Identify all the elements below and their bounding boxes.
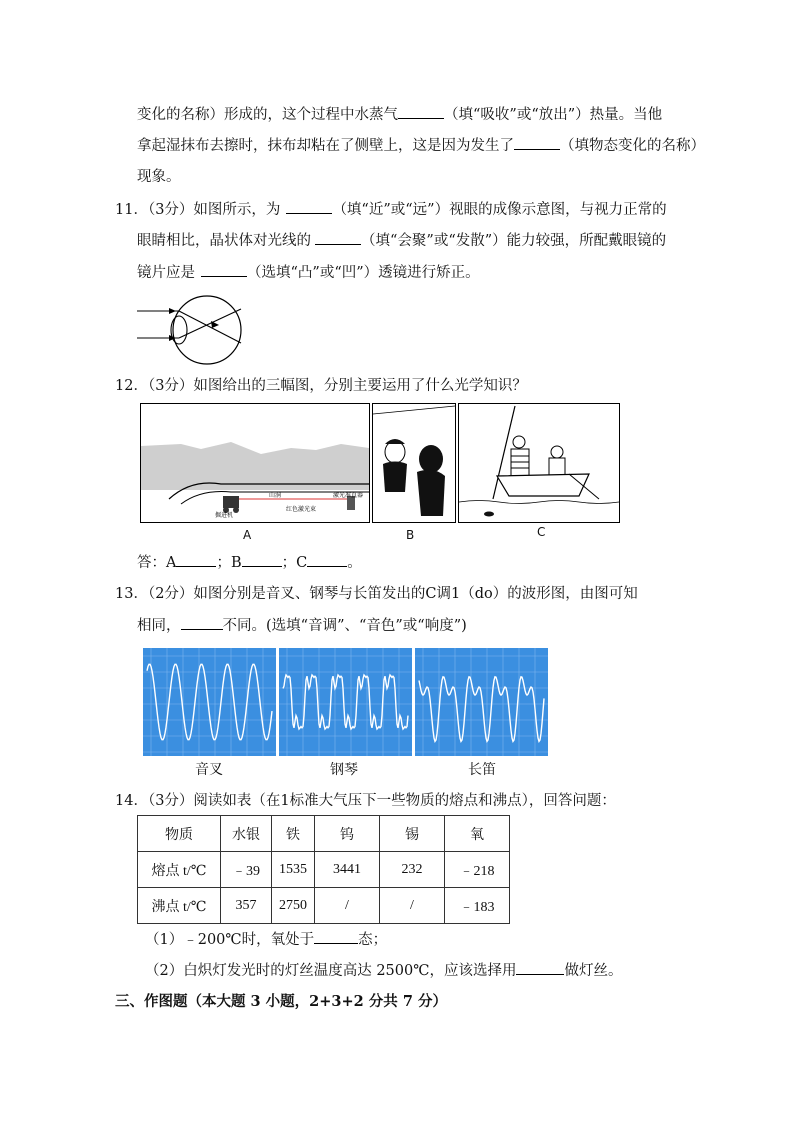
table-row <box>138 852 510 888</box>
table-cell: / <box>315 888 380 924</box>
child-hat <box>385 439 405 444</box>
answer-blank[interactable] <box>286 201 332 214</box>
table-row <box>138 888 510 924</box>
wheel-icon <box>233 507 239 513</box>
caption-beam: 红色激光束 <box>286 506 317 513</box>
answer-blank[interactable] <box>181 617 223 630</box>
shadow-body <box>417 470 445 516</box>
answer-blank[interactable] <box>307 554 347 567</box>
eyeball-outline <box>173 296 241 364</box>
q12-line1: 12．（3分）如图给出的三幅图，分别主要运用了什么光学知识？ <box>115 378 527 394</box>
caption-laser: 激光准直器 <box>333 492 364 499</box>
table-header-cell: 物质 <box>138 816 221 852</box>
caption-tuning-fork: 音叉 <box>195 762 223 778</box>
caption-machine: 掘进机 <box>215 512 234 519</box>
tunnel-machine <box>223 496 239 508</box>
picture-b <box>372 403 456 523</box>
caption-piano: 钢琴 <box>330 762 358 778</box>
table-cell: 沸点 t/℃ <box>138 888 221 924</box>
refracted-ray <box>179 311 241 343</box>
picture-a-label: A <box>243 528 252 542</box>
fisherman-body <box>511 449 529 477</box>
answer-blank[interactable] <box>176 554 216 567</box>
picture-c-label: C <box>537 525 546 539</box>
answer-blank[interactable] <box>314 931 358 944</box>
table-cell: 1535 <box>272 852 315 888</box>
table-header-cell: 锡 <box>380 816 445 852</box>
waveform-line <box>147 664 272 739</box>
table-cell: ﹣39 <box>221 852 272 888</box>
wave-svg-2 <box>279 648 412 756</box>
arrow-icon <box>169 308 176 314</box>
shadow-head <box>419 445 443 473</box>
boat-hull <box>497 474 589 496</box>
table-cell: 2750 <box>272 888 315 924</box>
picture-c <box>458 403 620 523</box>
q14-sub1: （1）﹣200℃时，氧处于 态； <box>145 932 388 948</box>
q13-line1: 13．（2分）如图分别是音叉、钢琴与长笛发出的C调1（do）的波形图，由图可知 <box>115 586 638 602</box>
caption-flute: 长笛 <box>468 762 496 778</box>
table-cell: 357 <box>221 888 272 924</box>
wave-svg-3 <box>415 648 548 756</box>
table-cell: ﹣218 <box>445 852 510 888</box>
mountain-shape <box>141 442 369 490</box>
answer-blank[interactable] <box>398 106 444 119</box>
table-cell: / <box>380 888 445 924</box>
picture-b-label: B <box>406 528 415 542</box>
table-cell: 232 <box>380 852 445 888</box>
arrow-icon <box>211 321 219 328</box>
table-header-cell: 水银 <box>221 816 272 852</box>
waveform-line <box>419 677 544 742</box>
eye-diagram <box>135 295 250 367</box>
table-header-cell: 氧 <box>445 816 510 852</box>
light-line <box>373 406 455 414</box>
answer-blank[interactable] <box>201 264 247 277</box>
waveform-piano <box>279 648 412 756</box>
tunnel-laser-illustration <box>141 404 369 522</box>
child-head <box>385 441 405 463</box>
shadow-figures-illustration <box>373 404 455 522</box>
child-body <box>383 462 407 493</box>
answer-blank[interactable] <box>516 962 564 975</box>
q12-answer-line: 答：A ；B ；C 。 <box>137 555 362 571</box>
table-header-cell: 铁 <box>272 816 315 852</box>
q11-line1: 11．（3分）如图所示，为 （填“近”或“远”）视眼的成像示意图，与视力正常的 <box>115 202 667 218</box>
fish-icon <box>484 512 494 517</box>
water-line <box>459 501 619 504</box>
answer-blank[interactable] <box>514 137 560 150</box>
table-cell: ﹣183 <box>445 888 510 924</box>
fisherman-head <box>513 436 525 448</box>
q10-line2: 拿起湿抹布去擦时，抹布却粘在了侧壁上，这是因为发生了 （填物态变化的名称） <box>137 138 705 154</box>
waveform-tuning-fork <box>143 648 276 756</box>
answer-blank[interactable] <box>315 232 361 245</box>
fishing-boat-illustration <box>459 404 619 522</box>
table-cell: 熔点 t/℃ <box>138 852 221 888</box>
section-heading: 三、作图题（本大题 3 小题，2+3+2 分共 7 分） <box>115 993 447 1010</box>
rower-head <box>551 446 563 458</box>
waveform-line <box>283 675 408 729</box>
answer-blank[interactable] <box>242 554 282 567</box>
table-header-cell: 钨 <box>315 816 380 852</box>
q13-line2: 相同， 不同。(选填“音调”、“音色”或“响度”) <box>137 618 467 634</box>
picture-a <box>140 403 370 523</box>
q14-line1: 14．（3分）阅读如表（在1标准大气压下一些物质的熔点和沸点），回答问题： <box>115 793 616 809</box>
q10-line3: 现象。 <box>137 169 181 185</box>
caption-mountain: 山洞 <box>269 492 282 499</box>
q10-line1: 变化的名称）形成的，这个过程中水蒸气 （填“吸收”或“放出”）热量。当他 <box>137 107 663 123</box>
waveform-flute <box>415 648 548 756</box>
refracted-ray <box>179 309 241 338</box>
q14-sub2: （2）白炽灯发光时的灯丝温度高达 2500℃，应该选择用 做灯丝。 <box>145 963 623 979</box>
table-cell: 3441 <box>315 852 380 888</box>
q11-line3: 镜片应是 （选填“凸”或“凹”）透镜进行矫正。 <box>137 265 480 281</box>
wave-svg-1 <box>143 648 276 756</box>
q11-line2: 眼睛相比，晶状体对光线的 （填“会聚”或“发散”）能力较强，所配戴眼镜的 <box>137 233 667 249</box>
melting-boiling-table <box>137 815 510 924</box>
table-header-row <box>138 816 510 852</box>
